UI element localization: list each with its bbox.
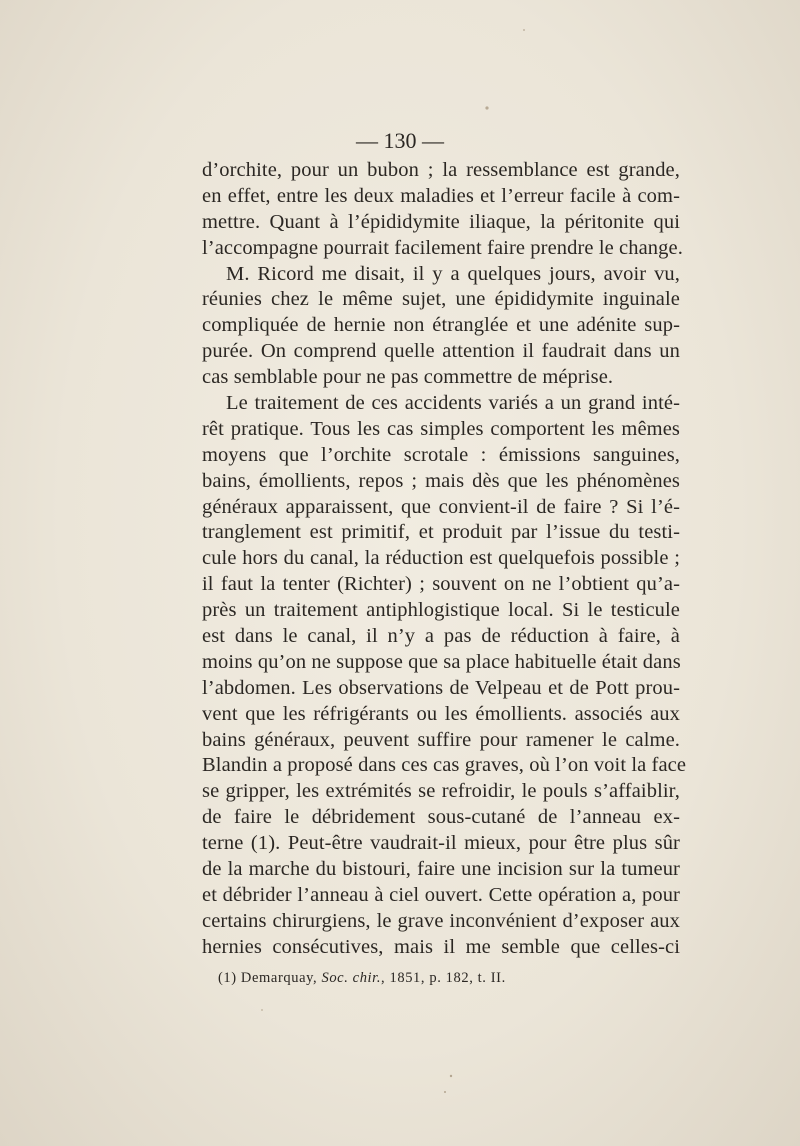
text-line: bains, émollients, repos ; mais dès que les phénomènes xyxy=(202,469,680,492)
text-line: près un traitement antiphlogistique local. Si le testicule xyxy=(202,599,680,622)
text-line: l’abdomen. Les observations de Velpeau et de Pott prou- xyxy=(202,676,680,699)
text-line: tranglement est primitif, et produit par l’issue du testi- xyxy=(202,521,680,544)
text-line: vent que les réfrigérants ou les émollients. associés aux xyxy=(202,702,680,725)
paper-speck xyxy=(523,29,525,31)
text-line: bains généraux, peuvent suffire pour ramener le calme. xyxy=(202,728,680,751)
text-line: mettre. Quant à l’épididymite iliaque, la péritonite qui xyxy=(202,210,680,233)
text-line: moyens que l’orchite scrotale : émissions sanguines, xyxy=(202,443,680,466)
paper-speck xyxy=(450,1075,452,1077)
page-number: — 130 — xyxy=(356,128,444,153)
paper-speck xyxy=(485,106,488,109)
text-line: d’orchite, pour un bubon ; la ressemblance est grande, xyxy=(202,159,680,181)
text-line: cas semblable pour ne pas commettre de méprise. xyxy=(202,366,614,389)
text-line: Le traitement de ces accidents variés a un grand inté- xyxy=(226,392,680,415)
text-line: certains chirurgiens, le grave inconvénient d’exposer aux xyxy=(202,909,680,932)
paper-speck xyxy=(444,1091,446,1093)
text-line: de la marche du bistouri, faire une incision sur la tumeur xyxy=(202,858,680,881)
text-line: il faut la tenter (Richter) ; souvent on ne l’obtient qu’a- xyxy=(202,573,680,596)
text-line: hernies consécutives, mais il me semble que celles-ci xyxy=(202,935,680,958)
text-line: terne (1). Peut-être vaudrait-il mieux, pour être plus sûr xyxy=(202,832,680,855)
text-line: est dans le canal, il n’y a pas de réduction à faire, à xyxy=(202,625,680,648)
text-line: se gripper, les extrémités se refroidir, le pouls s’affaiblir, xyxy=(202,780,680,803)
text-line: M. Ricord me disait, il y a quelques jours, avoir vu, xyxy=(226,262,680,285)
text-line: l’accompagne pourrait facilement faire prendre le change. xyxy=(202,236,683,259)
text-line: réunies chez le même sujet, une épididymite inguinale xyxy=(202,288,680,311)
text-line: en effet, entre les deux maladies et l’erreur facile à com- xyxy=(202,184,680,207)
text-line: de faire le débridement sous-cutané de l’anneau ex- xyxy=(202,806,680,829)
text-line: Blandin a proposé dans ces cas graves, où l’on voit la face xyxy=(202,754,687,777)
text-line: moins qu’on ne suppose que sa place habituelle était dans xyxy=(202,650,681,673)
footnote-citation: , 1851, p. 182, t. II. xyxy=(381,970,506,986)
text-line: purée. On comprend quelle attention il faudrait dans un xyxy=(202,340,680,363)
paper-speck xyxy=(261,1009,263,1011)
text-line: rêt pratique. Tous les cas simples comportent les mêmes xyxy=(202,417,680,440)
text-line: et débrider l’anneau à ciel ouvert. Cette opération a, pour xyxy=(202,883,680,906)
footnote-ref: (1) Demarquay, xyxy=(218,970,322,986)
text-line: généraux apparaissent, que convient-il de faire ? Si l’é- xyxy=(202,495,680,518)
text-line: compliquée de hernie non étranglée et une adénite sup- xyxy=(202,314,680,337)
footnote-journal: Soc. chir. xyxy=(321,970,382,986)
text-line: cule hors du canal, la réduction est quelquefois possible ; xyxy=(202,547,680,570)
